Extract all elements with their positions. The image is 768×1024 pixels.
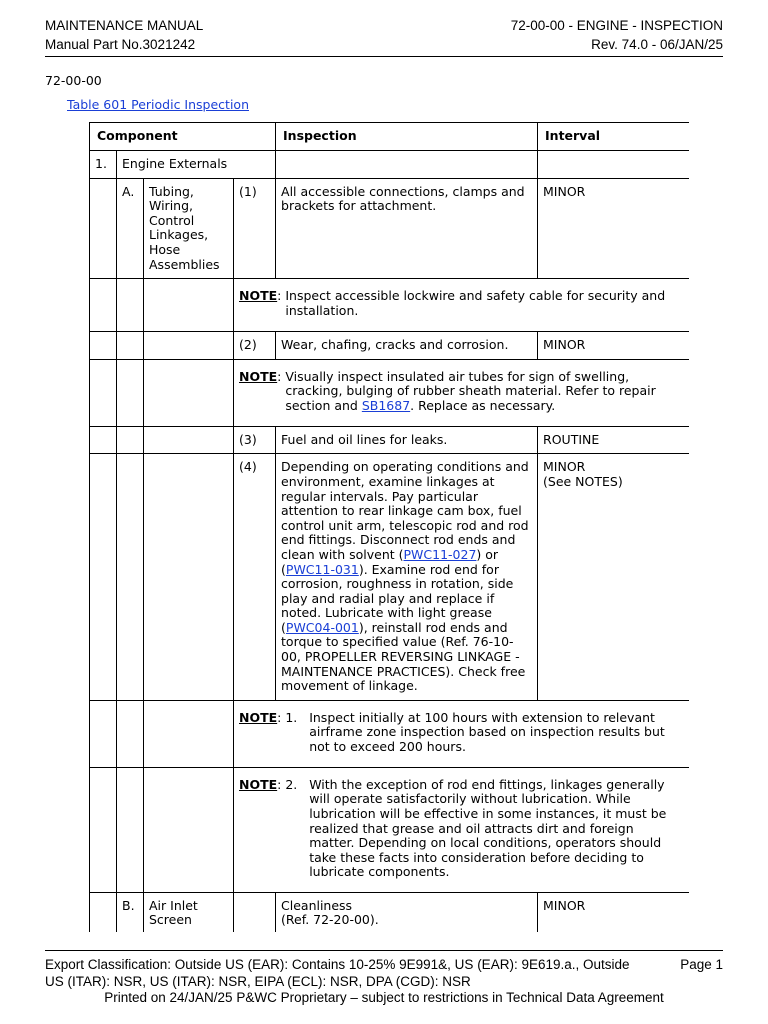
interval-value: ROUTINE <box>538 426 689 454</box>
table-row <box>90 454 690 701</box>
col-header-component: Component <box>90 123 276 151</box>
inspection-text: Wear, chafing, cracks and corrosion. <box>276 332 538 360</box>
item-label: Engine Externals <box>117 150 276 178</box>
interval-value: MINOR <box>538 892 689 932</box>
interval-value: MINOR <box>538 178 689 279</box>
table-row <box>90 426 690 454</box>
note-row: NOTE: 2. With the exception of rod end fittings, linkages generally will operate satisfactorily without lubrication. While lubrication will be effective in some instances, it must be realized that grease and oil attracts dirt and foreign matter. Depending on local conditions, operators should take these facts into consideration before deciding to lubricate components. <box>90 767 690 892</box>
note-text: With the exception of rod end fittings, linkages generally will operate satisfactorily without lubrication. While lubrication will be effective in some instances, it must be realized that grease and oil attracts dirt and foreign matter. Depending on local conditions, operators should take these facts into consideration before deciding to lubricate components. <box>309 776 667 880</box>
pwc04-001-link[interactable]: PWC04-001 <box>285 619 359 635</box>
interval-value: MINOR <box>538 332 689 360</box>
manual-part-number: Manual Part No.3021242 <box>45 37 196 52</box>
interval-value: MINOR (See NOTES) <box>538 454 689 701</box>
note-text: Visually inspect insulated air tubes for sign of swelling, cracking, bulging of rubber sheath material. Refer to repair section and SB1687. Replace as necessary. <box>285 368 656 413</box>
col-header-interval: Interval <box>538 123 689 151</box>
subitem-label: Tubing, Wiring, Control Linkages, Hose Assemblies <box>144 178 234 279</box>
note-label: NOTE <box>239 709 278 725</box>
table-title-link[interactable]: Table 601 Periodic Inspection <box>67 97 249 112</box>
footer-divider <box>45 950 723 951</box>
step-number: (1) <box>234 178 276 279</box>
header-divider <box>45 56 723 57</box>
step-number: (3) <box>234 426 276 454</box>
item-number: 1. <box>90 150 117 178</box>
note-number: 2. <box>285 776 298 792</box>
page-number: Page 1 <box>680 957 723 972</box>
chapter-title: 72-00-00 - ENGINE - INSPECTION <box>510 18 723 33</box>
sb1687-link[interactable]: SB1687 <box>361 397 411 413</box>
subitem-letter: B. <box>117 892 144 932</box>
section-code: 72-00-00 <box>45 73 102 88</box>
printed-notice: Printed on 24/JAN/25 P&WC Proprietary – subject to restrictions in Technical Data Agreement <box>104 990 664 1005</box>
page-footer <box>45 957 723 1007</box>
inspection-text: All accessible connections, clamps and brackets for attachment. <box>276 178 538 279</box>
note-label: NOTE <box>239 368 278 384</box>
note-number: 1. <box>285 709 298 725</box>
table-row <box>90 892 690 932</box>
inspection-text: Fuel and oil lines for leaks. <box>276 426 538 454</box>
inspection-table <box>89 122 689 932</box>
table-row <box>90 332 690 360</box>
note-text: Inspect accessible lockwire and safety cable for security and installation. <box>285 288 666 318</box>
inspection-table-container <box>89 122 689 932</box>
manual-title: MAINTENANCE MANUAL <box>45 18 204 33</box>
subitem-label: Air Inlet Screen <box>144 892 234 932</box>
note-label: NOTE <box>239 776 278 792</box>
revision-info: Rev. 74.0 - 06/JAN/25 <box>591 37 723 52</box>
note-row: NOTE: Visually inspect insulated air tubes for sign of swelling, cracking, bulging of rubber sheath material. Refer to repair section and SB1687. Replace as necessary. <box>90 359 690 426</box>
table-row <box>90 150 690 178</box>
note-row: NOTE: 1. Inspect initially at 100 hours with extension to relevant airframe zone inspection based on inspection results but not to exceed 200 hours. <box>90 700 690 767</box>
table-header-row <box>90 123 690 151</box>
step-number: (4) <box>234 454 276 701</box>
note-text: Inspect initially at 100 hours with extension to relevant airframe zone inspection based on inspection results but not to exceed 200 hours. <box>309 709 665 755</box>
export-classification: Export Classification: Outside US (EAR): Contains 10-25% 9E991&, US (EAR): 9E619.a., Outside US (ITAR): NSR, US (ITAR): NSR, EIPA (ECL): NSR, DPA (CGD): NSR <box>45 957 630 989</box>
col-header-inspection: Inspection <box>276 123 538 151</box>
subitem-letter: A. <box>117 178 144 279</box>
table-row <box>90 178 690 279</box>
step-number: (2) <box>234 332 276 360</box>
inspection-text: Cleanliness (Ref. 72-20-00). <box>276 892 538 932</box>
note-row: NOTE: Inspect accessible lockwire and safety cable for security and installation. <box>90 279 690 332</box>
inspection-text: Depending on operating conditions and environment, examine linkages at regular intervals. Pay particular attention to rear linkage cam box, fuel control unit arm, telescopic rod and rod end fittings. Disconnect rod ends and clean with solvent (PWC11-027) or (PWC11-031). Examine rod end for corrosion, roughness in rotation, side play and radial play and replace if noted. Lubricate with light grease (PWC04-001), reinstall rod ends and torque to specified value (Ref. 76-10-00, PROPELLER REVERSING LINKAGE - MAINTENANCE PRACTICES). Check free movement of linkage. <box>276 454 538 701</box>
note-label: NOTE <box>239 288 278 304</box>
pwc11-031-link[interactable]: PWC11-031 <box>285 561 359 577</box>
pwc11-027-link[interactable]: PWC11-027 <box>403 546 477 562</box>
